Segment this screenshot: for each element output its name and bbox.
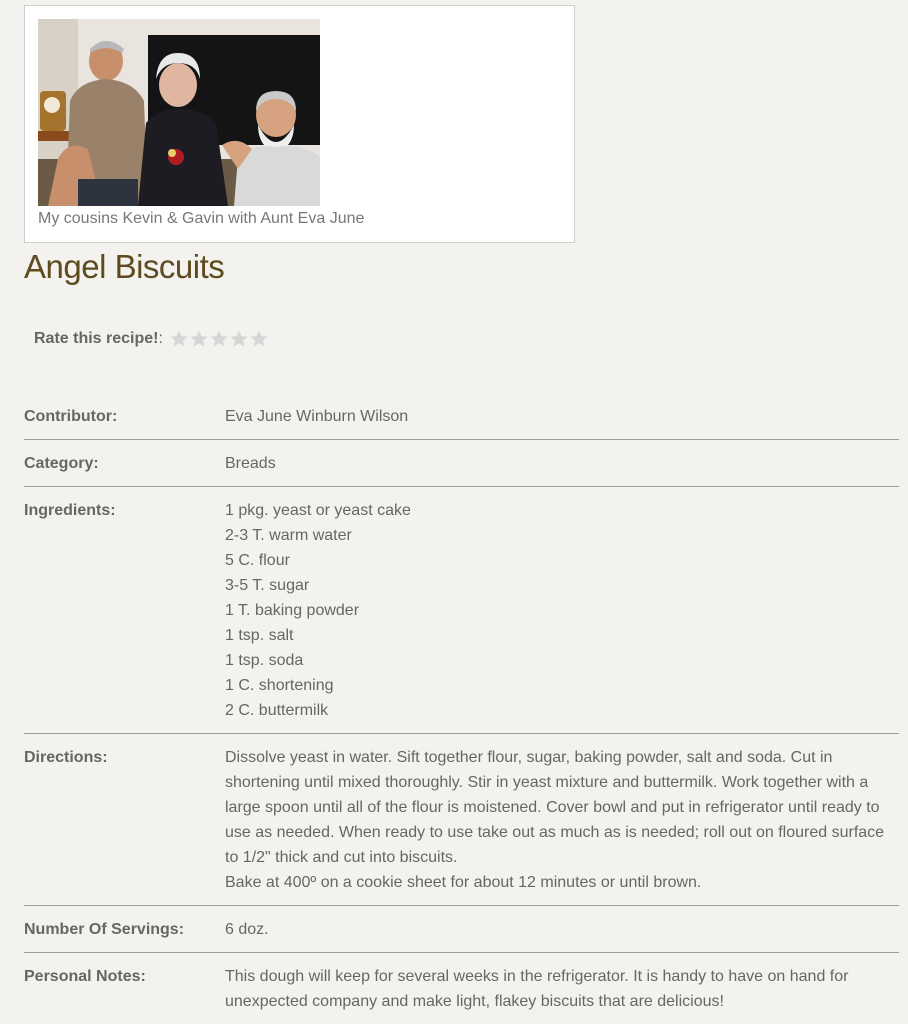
servings-row bbox=[24, 906, 899, 953]
ingredient-item: 1 pkg. yeast or yeast cake bbox=[225, 502, 411, 519]
ingredient-item: 1 T. baking powder bbox=[225, 602, 360, 619]
servings-value: 6 doz. bbox=[225, 921, 269, 938]
notes-row bbox=[24, 953, 899, 1024]
ingredients-value bbox=[225, 498, 899, 723]
contributor-label: Contributor: bbox=[24, 408, 118, 425]
rating-label: Rate this recipe! bbox=[34, 330, 159, 347]
photo-frame bbox=[24, 5, 575, 243]
rating-stars bbox=[169, 329, 269, 349]
ingredient-item: 1 C. shortening bbox=[225, 677, 334, 694]
notes-label: Personal Notes: bbox=[24, 968, 146, 985]
directions-label: Directions: bbox=[24, 749, 108, 766]
directions-row bbox=[24, 734, 899, 906]
notes-value: This dough will keep for several weeks in the refrigerator. It is handy to have on hand for unexpected company and make light, flakey biscuits that are delicious! bbox=[225, 968, 849, 1010]
ingredient-item: 5 C. flour bbox=[225, 552, 290, 569]
directions-value bbox=[225, 745, 899, 895]
directions-paragraph: Dissolve yeast in water. Sift together flour, sugar, baking powder, salt and soda. Cut in shortening until mixed thoroughly. Stir in yeast mixture and buttermilk. Work together with a large spoon until all of the flour is moistened. Cover bowl and put in refrigerator until ready to use as needed. When ready to use take out as much as is needed; roll out on floured surface to 1/2" thick and cut into biscuits. bbox=[225, 749, 885, 866]
ingredients-list bbox=[225, 498, 899, 723]
ingredients-row bbox=[24, 487, 899, 734]
ingredient-item: 2-3 T. warm water bbox=[225, 527, 352, 544]
star-icon[interactable] bbox=[209, 329, 229, 349]
rating-colon: : bbox=[158, 330, 163, 347]
ingredient-item: 3-5 T. sugar bbox=[225, 577, 310, 594]
recipe-details bbox=[24, 393, 899, 1024]
contributor-value: Eva June Winburn Wilson bbox=[225, 408, 409, 425]
rating-row bbox=[34, 328, 269, 350]
star-icon[interactable] bbox=[169, 329, 189, 349]
star-icon[interactable] bbox=[229, 329, 249, 349]
category-row bbox=[24, 440, 899, 487]
star-icon[interactable] bbox=[189, 329, 209, 349]
family-photo-image bbox=[38, 19, 320, 206]
category-value: Breads bbox=[225, 455, 276, 472]
photo-caption: My cousins Kevin & Gavin with Aunt Eva June bbox=[38, 210, 365, 227]
servings-label: Number Of Servings: bbox=[24, 921, 185, 938]
category-label: Category: bbox=[24, 455, 99, 472]
family-photo bbox=[38, 19, 320, 206]
contributor-row bbox=[24, 393, 899, 440]
ingredient-item: 2 C. buttermilk bbox=[225, 702, 329, 719]
star-icon[interactable] bbox=[249, 329, 269, 349]
ingredients-label: Ingredients: bbox=[24, 502, 116, 519]
directions-paragraph: Bake at 400º on a cookie sheet for about 12 minutes or until brown. bbox=[225, 874, 702, 891]
ingredient-item: 1 tsp. soda bbox=[225, 652, 304, 669]
recipe-title: Angel Biscuits bbox=[24, 248, 225, 285]
ingredient-item: 1 tsp. salt bbox=[225, 627, 294, 644]
